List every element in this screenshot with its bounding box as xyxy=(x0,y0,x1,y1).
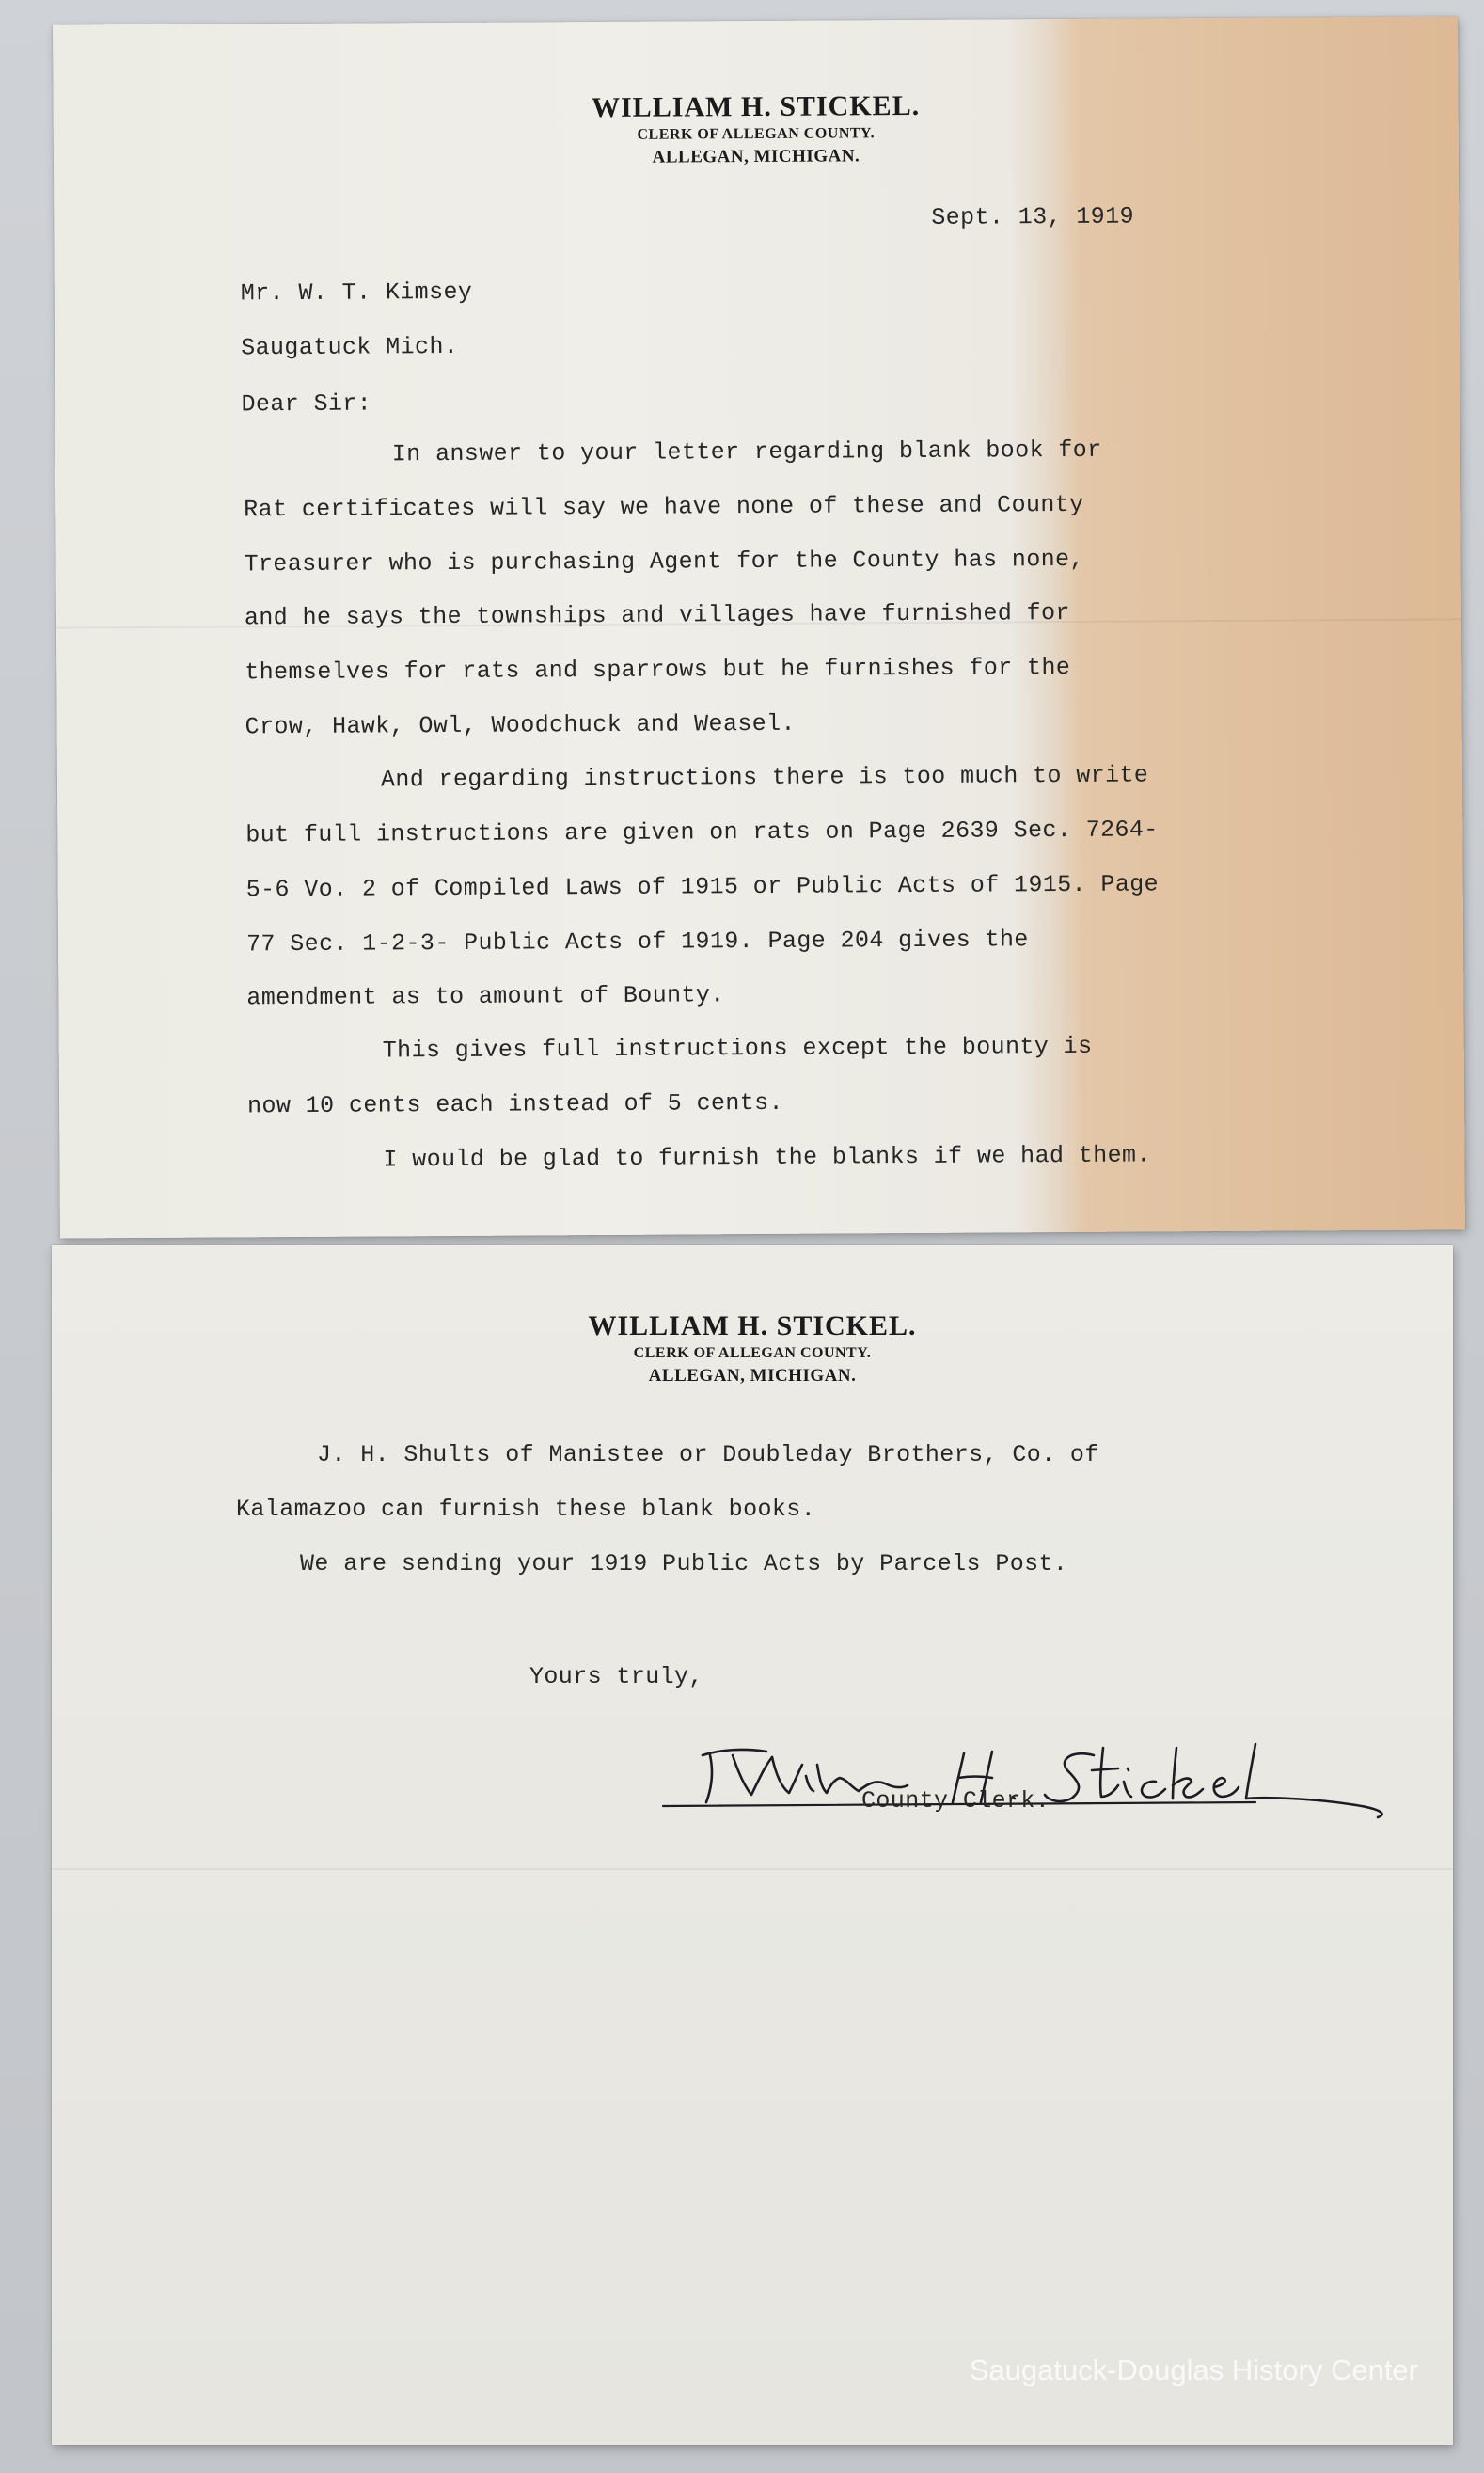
body-line: Crow, Hawk, Owl, Woodchuck and Weasel. xyxy=(245,709,797,741)
body-line: Treasurer who is purchasing Agent for the County has none, xyxy=(244,545,1084,579)
letterhead-title: CLERK OF ALLEGAN COUNTY. xyxy=(637,125,876,143)
watermark: Saugatuck-Douglas History Center xyxy=(969,2354,1418,2386)
closing: Yours truly, xyxy=(529,1663,703,1690)
letter-date: Sept. 13, 1919 xyxy=(931,202,1135,231)
recipient-name: Mr. W. T. Kimsey xyxy=(240,277,473,308)
signer-title: County Clerk. xyxy=(861,1787,1050,1815)
body-line: themselves for rats and sparrows but he furnishes for the xyxy=(245,653,1071,687)
body-line: 5-6 Vo. 2 of Compiled Laws of 1915 or Public Acts of 1915. Page xyxy=(245,870,1160,904)
paper-fold xyxy=(52,1868,1453,1870)
body-line: In answer to your letter regarding blank book for xyxy=(391,436,1102,468)
letterhead xyxy=(52,1309,1453,1388)
body-line: now 10 cents each instead of 5 cents. xyxy=(247,1088,784,1120)
body-line: and he says the townships and villages have furnished for xyxy=(244,598,1070,632)
body-line: Rat certificates will say we have none of these and County xyxy=(244,490,1084,524)
body-line: This gives full instructions except the bounty is xyxy=(382,1032,1093,1065)
body-line: J. H. Shults of Manistee or Doubleday Brothers, Co. of xyxy=(317,1441,1099,1468)
letterhead-place: ALLEGAN, MICHIGAN. xyxy=(652,146,860,167)
body-line: And regarding instructions there is too much to write xyxy=(380,761,1149,794)
body-line: Kalamazoo can furnish these blank books. xyxy=(236,1496,816,1523)
body-line: but full instructions are given on rats on Page 2639 Sec. 7264- xyxy=(245,816,1159,849)
letterhead-name: WILLIAM H. STICKEL. xyxy=(588,1310,917,1341)
letterhead-title: CLERK OF ALLEGAN COUNTY. xyxy=(633,1345,872,1361)
salutation: Dear Sir: xyxy=(241,389,372,419)
letterhead xyxy=(54,86,1459,173)
body-line: 77 Sec. 1-2-3- Public Acts of 1919. Page 204 gives the xyxy=(245,926,1029,959)
letter-page-2 xyxy=(52,1245,1453,2445)
body-line: We are sending your 1919 Public Acts by Parcels Post. xyxy=(300,1550,1068,1577)
letterhead-place: ALLEGAN, MICHIGAN. xyxy=(648,1366,857,1386)
body-line: amendment as to amount of Bounty. xyxy=(246,981,725,1012)
body-line: I would be glad to furnish the blanks if we had them. xyxy=(383,1141,1151,1174)
letterhead-name: WILLIAM H. STICKEL. xyxy=(591,89,921,124)
letter-page-1 xyxy=(53,16,1465,1238)
recipient-place: Saugatuck Mich. xyxy=(241,332,459,362)
